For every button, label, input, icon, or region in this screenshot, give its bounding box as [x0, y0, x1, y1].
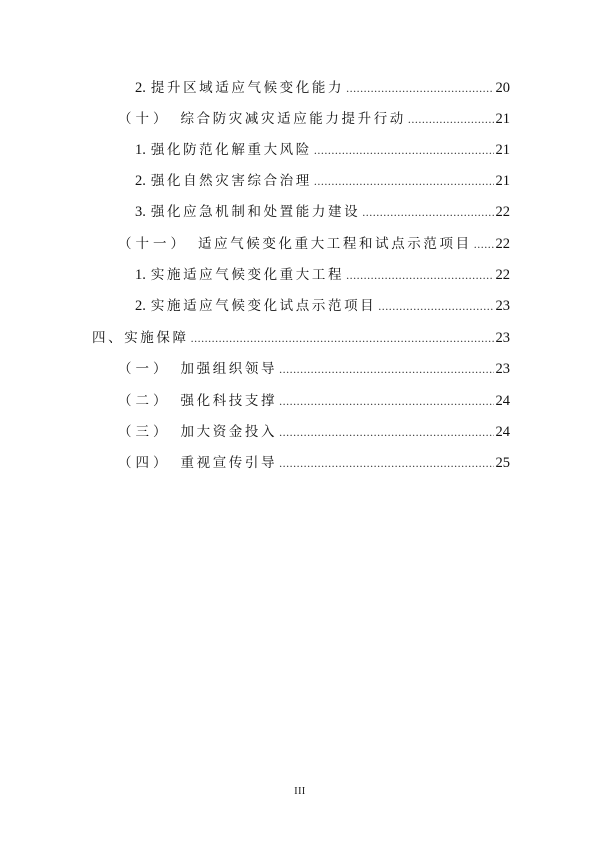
toc-entry-title: 实施适应气候变化重大工程: [150, 267, 345, 283]
toc-entry-page: 23: [495, 298, 510, 314]
toc-entry-page: 22: [495, 204, 510, 220]
toc-entry-title: 强化防范化解重大风险: [150, 142, 312, 158]
leader-dots: [191, 328, 494, 348]
leader-dots: [314, 140, 494, 160]
toc-entry[interactable]: [118, 234, 510, 254]
toc-entry-title: 实施适应气候变化试点示范项目: [150, 298, 377, 314]
toc-entry-page: 21: [495, 142, 510, 158]
toc-entry[interactable]: [118, 453, 510, 473]
leader-dots: [378, 296, 493, 316]
toc-entry-title: 综合防灾减灾适应能力提升行动: [180, 111, 406, 127]
toc-entry-page: 24: [495, 424, 510, 440]
toc-entry-page: 21: [495, 111, 510, 127]
toc-entry-title: 强化应急机制和处置能力建设: [150, 204, 361, 220]
leader-dots: [346, 265, 493, 285]
toc-entry-title: 重视宣传引导: [180, 455, 278, 471]
toc-entry-number: 2.: [135, 173, 146, 189]
toc-entry-number: 1.: [135, 142, 146, 158]
toc-entry-title: 适应气候变化重大工程和试点示范项目: [198, 236, 472, 252]
toc-entry[interactable]: [135, 202, 510, 222]
toc-entry-number: （三）: [118, 424, 171, 440]
page-number-footer: III: [294, 786, 306, 797]
leader-dots: [346, 78, 493, 98]
leader-dots: [314, 171, 494, 191]
toc-entry[interactable]: [135, 296, 510, 316]
toc-entry[interactable]: [118, 391, 510, 411]
toc-entry-page: 25: [495, 455, 510, 471]
toc-entry-title: 提升区域适应气候变化能力: [150, 80, 345, 96]
toc-entry-number: 1.: [135, 267, 146, 283]
leader-dots: [408, 109, 494, 129]
toc-entry-page: 23: [495, 361, 510, 377]
toc-entry-page: 21: [495, 173, 510, 189]
leader-dots: [362, 202, 493, 222]
toc-entry-page: 22: [495, 267, 510, 283]
toc-entry-number: 3.: [135, 204, 146, 220]
toc-entry-number: 四、: [92, 330, 125, 346]
toc-entry-number: （二）: [118, 393, 171, 409]
leader-dots: [279, 359, 493, 379]
leader-dots: [474, 234, 494, 254]
toc-entry-title: 加大资金投入: [180, 424, 278, 440]
toc-entry-number: （一）: [118, 361, 171, 377]
toc-entry-page: 22: [495, 236, 510, 252]
leader-dots: [279, 391, 493, 411]
toc-entry[interactable]: [118, 359, 510, 379]
toc-entry-page: 24: [495, 393, 510, 409]
toc-entry-number: 2.: [135, 298, 146, 314]
leader-dots: [279, 422, 493, 442]
toc-entry[interactable]: [118, 422, 510, 442]
toc-entry[interactable]: [92, 328, 510, 348]
toc-entry[interactable]: [135, 140, 510, 160]
leader-dots: [279, 453, 493, 473]
toc-entry-number: 2.: [135, 80, 146, 96]
toc-entry-number: （四）: [118, 455, 171, 471]
toc-entry-title: 强化科技支撑: [180, 393, 278, 409]
toc-entry[interactable]: [135, 265, 510, 285]
toc-entry-title: 实施保障: [124, 330, 189, 346]
toc-entry-page: 20: [495, 80, 510, 96]
toc-entry-number: （十）: [118, 111, 171, 127]
toc-entry-title: 加强组织领导: [180, 361, 278, 377]
toc-entry-title: 强化自然灾害综合治理: [150, 173, 312, 189]
toc-entry-number: （十一）: [118, 236, 188, 252]
toc-entry[interactable]: [118, 109, 510, 129]
toc-entry[interactable]: [135, 78, 510, 98]
toc-entry-page: 23: [495, 330, 510, 346]
toc-entry[interactable]: [135, 171, 510, 191]
